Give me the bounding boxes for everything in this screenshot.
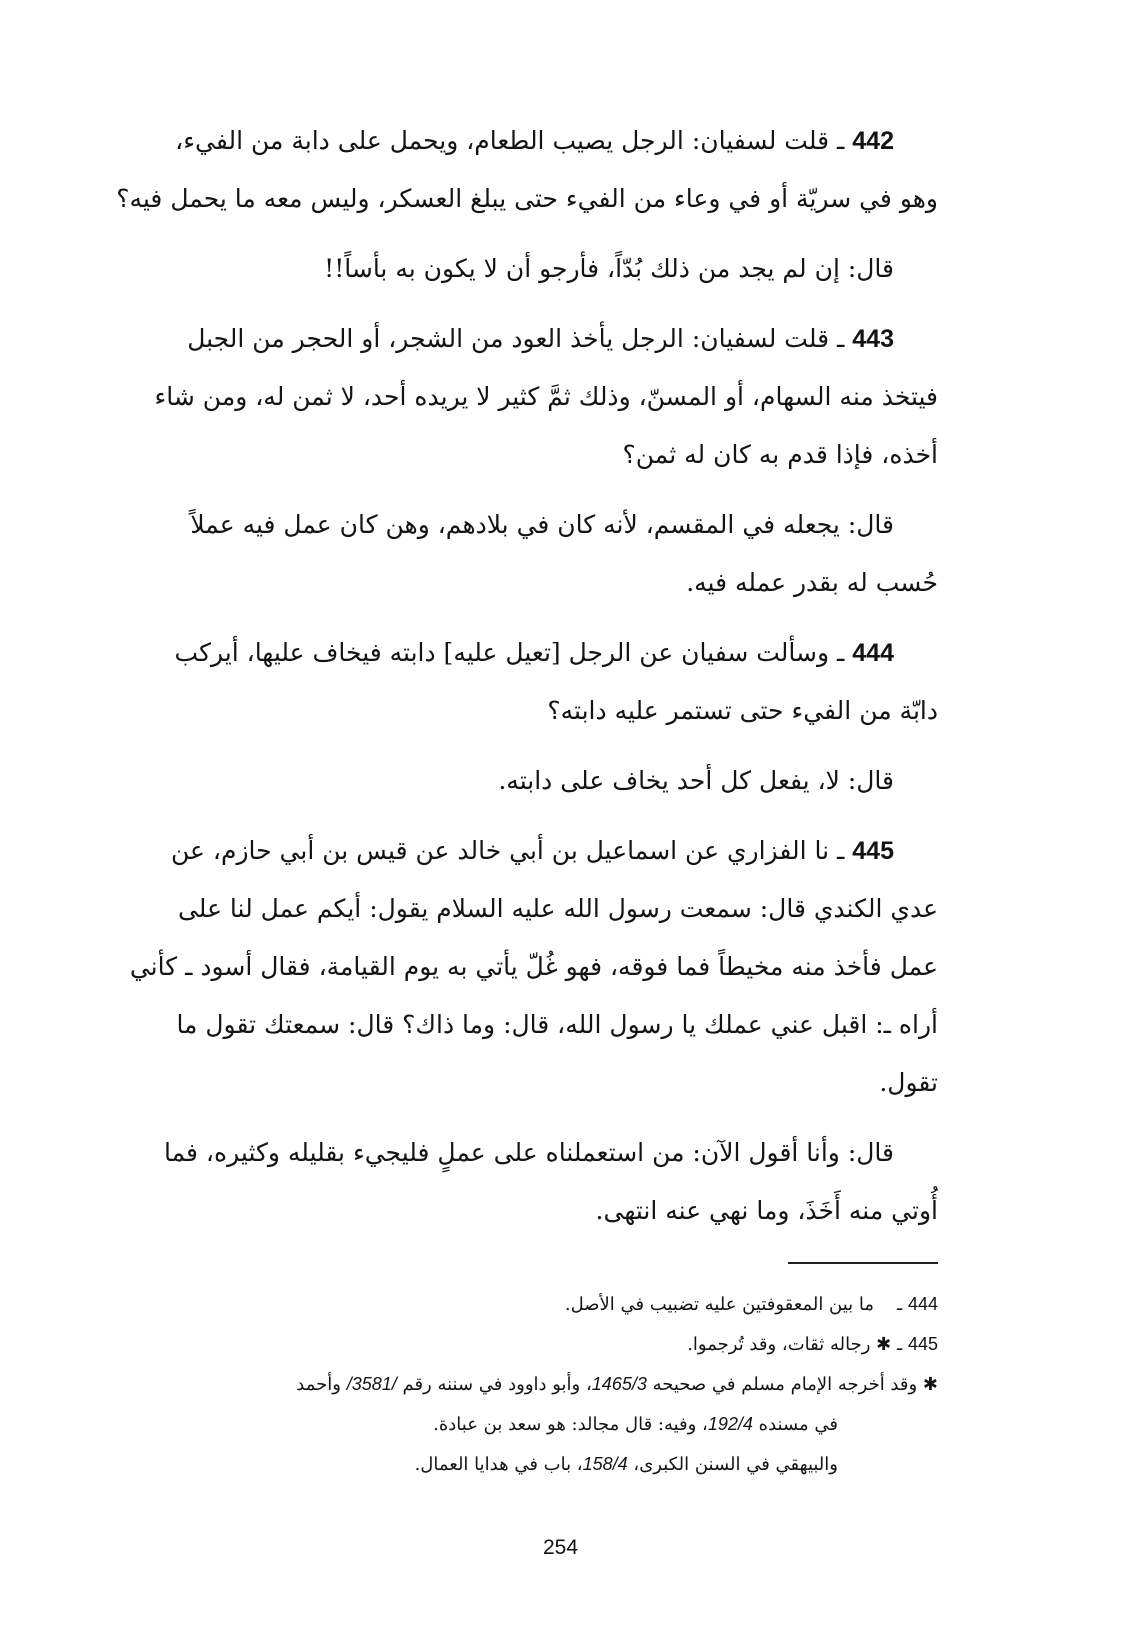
entry-number: 443 [852,325,894,353]
entry-444-line-2: دابّة من الفيء حتى تستمر عليه دابته؟ [547,696,938,725]
footnote-divider [788,1262,938,1264]
footnote-445: 445 ـ ✱ رجاله ثقات، وقد تُرجموا. [687,1334,938,1355]
entry-445-line-4: أراه ـ: اقبل عني عملك يا رسول الله، قال: وما ذاك؟ قال: سمعتك تقول ما [176,1010,938,1039]
page-number: 254 [542,1536,579,1559]
entry-445-line-1: 445 ـ نا الفزاري عن اسماعيل بن أبي خالد عن قيس بن أبي حازم، عن [171,836,894,865]
entry-445-answer-1: قال: وأنا أقول الآن: من استعملناه على عملٍ فليجيء بقليله وكثيره، فما [163,1138,894,1167]
footnote-number: 444 [907,1294,938,1314]
entry-442-answer: قال: إن لم يجد من ذلك بُدّاً، فأرجو أن لا يكون به بأساً!! [324,254,894,283]
footnotes [50,1284,938,1484]
entry-443-answer-1: قال: يجعله في المقسم، لأنه كان في بلادهم، وهن كان عمل فيه عملاً [190,510,894,539]
footnote-444: 444 ـ ما بين المعقوفتين عليه تضبيب في الأصل. [564,1294,938,1315]
entry-443-line-3: أخذه، فإذا قدم به كان له ثمن؟ [622,440,938,469]
entry-number: 442 [852,127,894,155]
entry-444-answer: قال: لا، يفعل كل أحد يخاف على دابته. [498,766,894,795]
entry-442-line-2: وهو في سريّة أو في وعاء من الفيء حتى يبلغ العسكر، وليس معه ما يحمل فيه؟ [116,184,938,213]
entry-443-answer-2: حُسب له بقدر عمله فيه. [686,568,938,597]
footnote-source-line-2: في مسنده 192/4، وفيه: قال مجالد: هو سعد بن عبادة. [433,1414,838,1435]
footnote-source-line-1: ✱ وقد أخرجه الإمام مسلم في صحيحه 1465/3، وأبو داوود في سننه رقم /3581/ وأحمد [296,1374,938,1395]
main-text [62,112,938,1240]
entry-445-line-2: عدي الكندي قال: سمعت رسول الله عليه السلام يقول: أيكم عمل لنا على [177,894,938,923]
footnote-source-line-3: والبيهقي في السنن الكبرى، 158/4، باب في هدايا العمال. [414,1454,838,1475]
entry-number: 444 [852,639,894,667]
asterisk-marker: ✱ [922,1374,938,1395]
entry-445-answer-2: أُوتي منه أَخَذَ، وما نهي عنه انتهى. [595,1196,938,1225]
entry-443-line-1: 443 ـ قلت لسفيان: الرجل يأخذ العود من الشجر، أو الحجر من الجبل [187,324,894,353]
entry-443-line-2: فيتخذ منه السهام، أو المسنّ، وذلك ثمَّ كثير لا يريده أحد، لا ثمن له، ومن شاء [154,382,938,411]
footnote-number: 445 [907,1334,938,1354]
entry-445-line-5: تقول. [879,1068,938,1097]
entry-444-line-1: 444 ـ وسألت سفيان عن الرجل [تعيل عليه] دابته فيخاف عليها، أيركب [174,638,894,667]
entry-442-line-1: 442 ـ قلت لسفيان: الرجل يصيب الطعام، ويحمل على دابة من الفيء، [175,126,894,155]
entry-number: 445 [852,837,894,865]
entry-445-line-3: عمل فأخذ منه مخيطاً فما فوقه، فهو غُلّ يأتي به يوم القيامة، فقال أسود ـ كأني [129,952,938,981]
